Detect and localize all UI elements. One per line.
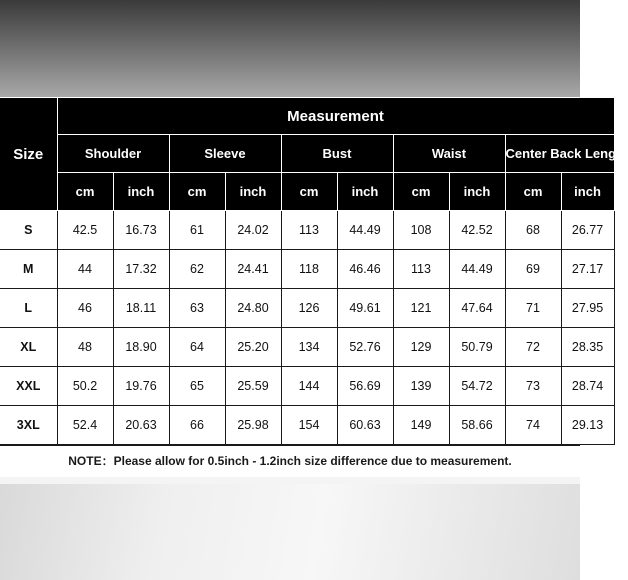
measurement-cell: 49.61	[337, 289, 393, 328]
unit-header-inch: inch	[337, 173, 393, 211]
measurement-cell: 113	[393, 250, 449, 289]
measurement-cell: 25.20	[225, 328, 281, 367]
measurement-cell: 63	[169, 289, 225, 328]
measurement-cell: 47.64	[449, 289, 505, 328]
measurement-cell: 24.80	[225, 289, 281, 328]
background-bottom	[0, 484, 580, 580]
measurement-cell: 66	[169, 406, 225, 445]
size-column-header: Size	[0, 98, 57, 211]
unit-header-cm: cm	[281, 173, 337, 211]
table-header	[0, 98, 628, 211]
measurement-cell: 16.73	[113, 211, 169, 250]
table-row	[0, 250, 614, 289]
measurement-cell: 121	[393, 289, 449, 328]
center-back-length-header: Center Back Length	[505, 135, 614, 173]
measurement-cell: 27.95	[561, 289, 614, 328]
unit-header-cm: cm	[505, 173, 561, 211]
size-note: NOTE：Please allow for 0.5inch - 1.2inch size difference due to measurement.	[0, 445, 580, 477]
measurement-cell: 61	[169, 211, 225, 250]
measurement-cell: 129	[393, 328, 449, 367]
table-body	[0, 211, 614, 445]
measurement-cell: 118	[281, 250, 337, 289]
measurement-cell: 44	[57, 250, 113, 289]
measurement-cell: 69	[505, 250, 561, 289]
measurement-header: Measurement	[57, 98, 614, 135]
shoulder-header: Shoulder	[57, 135, 169, 173]
measurement-cell: 20.63	[113, 406, 169, 445]
size-label: L	[0, 289, 57, 328]
unit-header-cm: cm	[393, 173, 449, 211]
measurement-cell: 29.13	[561, 406, 614, 445]
measurement-cell: 50.2	[57, 367, 113, 406]
measurement-cell: 52.76	[337, 328, 393, 367]
measurement-cell: 44.49	[449, 250, 505, 289]
measurement-cell: 46	[57, 289, 113, 328]
measurement-cell: 54.72	[449, 367, 505, 406]
bust-header: Bust	[281, 135, 393, 173]
measurement-cell: 72	[505, 328, 561, 367]
measurement-cell: 65	[169, 367, 225, 406]
measurement-cell: 17.32	[113, 250, 169, 289]
measurement-cell: 24.02	[225, 211, 281, 250]
unit-header-inch: inch	[561, 173, 614, 211]
table-row	[0, 289, 614, 328]
measurement-cell: 25.59	[225, 367, 281, 406]
measurement-cell: 48	[57, 328, 113, 367]
measurement-cell: 25.98	[225, 406, 281, 445]
measurement-cell: 58.66	[449, 406, 505, 445]
table-row	[0, 367, 614, 406]
measurement-cell: 19.76	[113, 367, 169, 406]
measurement-cell: 64	[169, 328, 225, 367]
measurement-cell: 28.35	[561, 328, 614, 367]
measurement-cell: 68	[505, 211, 561, 250]
background-divider	[0, 476, 580, 484]
table-row	[0, 211, 614, 250]
table-row	[0, 406, 614, 445]
measurement-cell: 108	[393, 211, 449, 250]
table-row	[0, 328, 614, 367]
unit-header-cm: cm	[57, 173, 113, 211]
measurement-cell: 42.5	[57, 211, 113, 250]
measurement-cell: 73	[505, 367, 561, 406]
size-label: S	[0, 211, 57, 250]
measurement-cell: 18.11	[113, 289, 169, 328]
waist-header: Waist	[393, 135, 505, 173]
size-label: 3XL	[0, 406, 57, 445]
size-label: M	[0, 250, 57, 289]
unit-header-cm: cm	[169, 173, 225, 211]
measurement-cell: 139	[393, 367, 449, 406]
size-label: XXL	[0, 367, 57, 406]
measurement-cell: 56.69	[337, 367, 393, 406]
measurement-cell: 18.90	[113, 328, 169, 367]
measurement-cell: 27.17	[561, 250, 614, 289]
sleeve-header: Sleeve	[169, 135, 281, 173]
measurement-cell: 24.41	[225, 250, 281, 289]
measurement-cell: 60.63	[337, 406, 393, 445]
measurement-cell: 50.79	[449, 328, 505, 367]
measurement-cell: 52.4	[57, 406, 113, 445]
measurement-cell: 126	[281, 289, 337, 328]
size-chart-table	[0, 97, 628, 445]
measurement-cell: 149	[393, 406, 449, 445]
measurement-cell: 26.77	[561, 211, 614, 250]
measurement-cell: 74	[505, 406, 561, 445]
measurement-cell: 154	[281, 406, 337, 445]
size-chart-card	[0, 97, 628, 476]
measurement-cell: 46.46	[337, 250, 393, 289]
unit-header-inch: inch	[449, 173, 505, 211]
size-label: XL	[0, 328, 57, 367]
measurement-cell: 44.49	[337, 211, 393, 250]
unit-header-inch: inch	[113, 173, 169, 211]
measurement-cell: 62	[169, 250, 225, 289]
measurement-cell: 42.52	[449, 211, 505, 250]
measurement-cell: 113	[281, 211, 337, 250]
measurement-cell: 134	[281, 328, 337, 367]
measurement-cell: 71	[505, 289, 561, 328]
background-top	[0, 0, 580, 97]
unit-header-inch: inch	[225, 173, 281, 211]
measurement-cell: 28.74	[561, 367, 614, 406]
measurement-cell: 144	[281, 367, 337, 406]
